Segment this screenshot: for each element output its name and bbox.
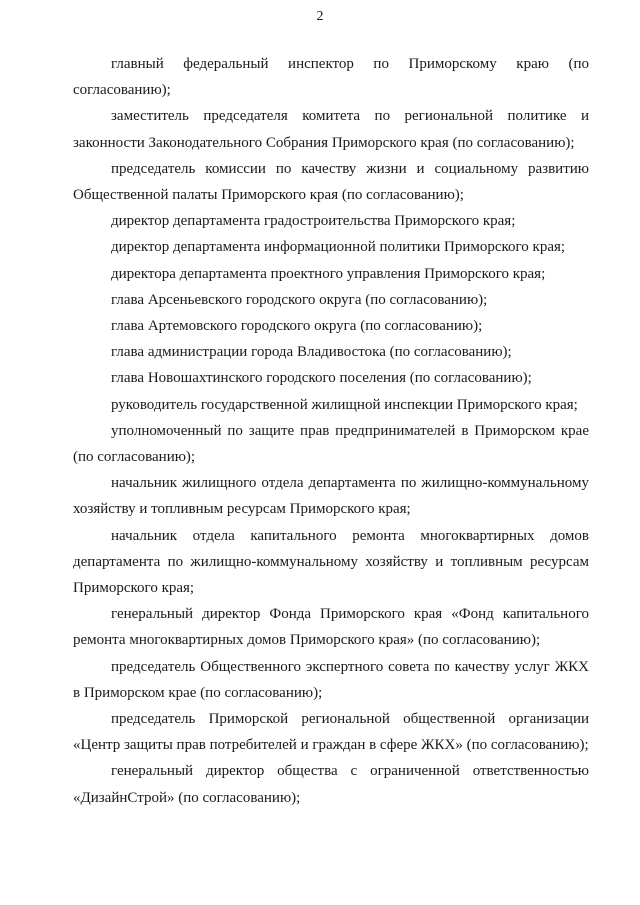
document-body [73,51,589,811]
list-item: председатель Общественного экспертного совета по качеству услуг ЖКХ в Приморском крае (по согласованию); [73,658,589,701]
list-item: генеральный директор общества с ограниченной ответственностью «ДизайнСтрой» (по согласованию); [73,763,589,806]
list-item: главный федеральный инспектор по Приморскому краю (по согласованию); [73,56,589,99]
list-item: директора департамента проектного управления Приморского края; [111,265,546,282]
list-item: глава Артемовского городского округа (по согласованию); [111,318,483,335]
page-number: 2 [316,9,324,24]
list-item: начальник отдела капитального ремонта многоквартирных домов департамента по жилищно-коммунальному хозяйству и топливным ресурсам Приморского края; [73,527,589,597]
list-item: председатель комиссии по качеству жизни и социальному развитию Общественной палаты Приморского края (по согласованию); [73,160,589,204]
list-item: заместитель председателя комитета по региональной политике и законности Законодательного Собрания Приморского края (по согласованию); [73,108,589,151]
list-item: генеральный директор Фонда Приморского края «Фонд капитального ремонта многоквартирных домов Приморского края» (по согласованию); [73,606,589,649]
list-item: директор департамента градостроительства Приморского края; [111,213,516,230]
list-item: уполномоченный по защите прав предпринимателей в Приморском крае (по согласованию); [73,422,589,466]
list-item: глава Арсеньевского городского округа (по согласованию); [111,291,488,308]
list-item: председатель Приморской региональной общественной организации «Центр защиты прав потребителей и граждан в сфере ЖКХ» (по согласованию); [73,711,589,754]
list-item: директор департамента информационной политики Приморского края; [111,239,566,256]
list-item: руководитель государственной жилищной инспекции Приморского края; [111,396,578,413]
list-item: глава Новошахтинского городского поселения (по согласованию); [111,370,532,387]
list-item: начальник жилищного отдела департамента по жилищно-коммунальному хозяйству и топливным ресурсам Приморского края; [73,475,589,518]
list-item: глава администрации города Владивостока (по согласованию); [111,344,512,361]
